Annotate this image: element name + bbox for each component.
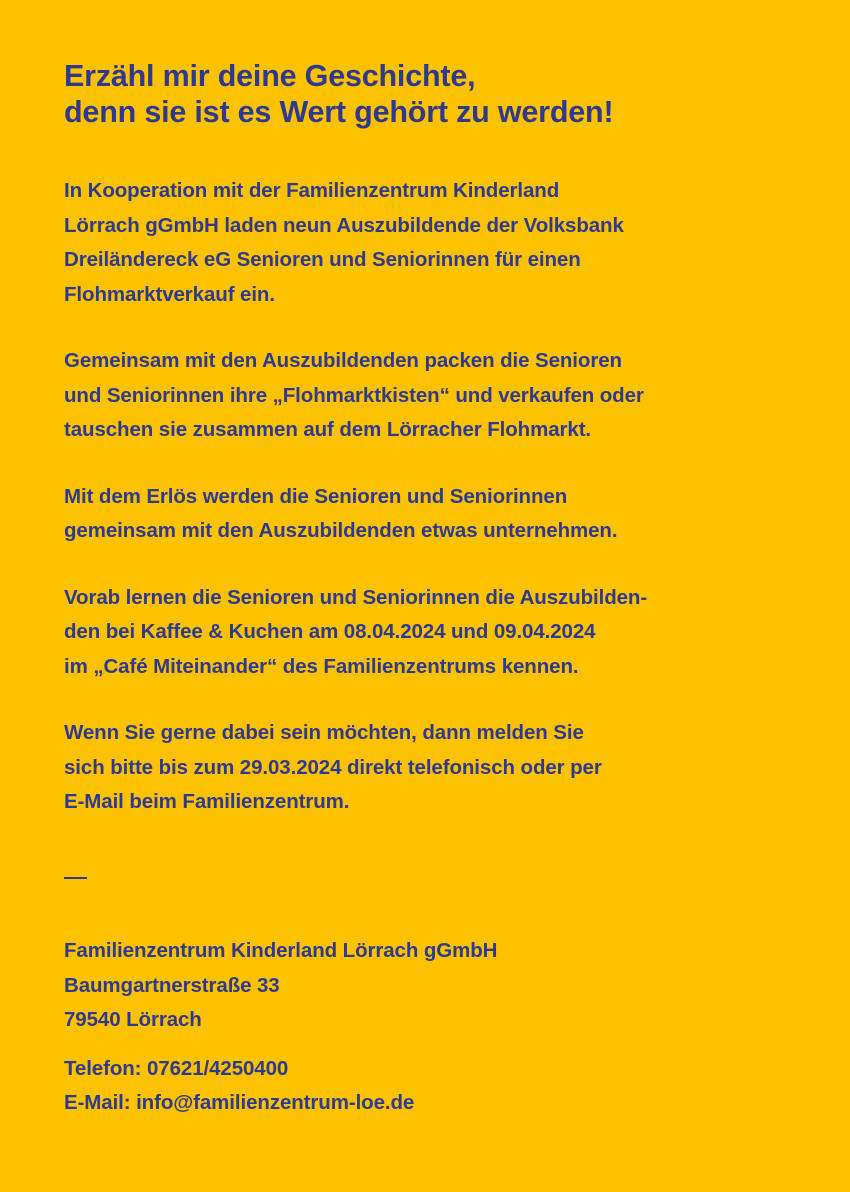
paragraph-line: Gemeinsam mit den Auszubildenden packen die Senioren [64, 349, 622, 372]
paragraph-together [64, 344, 804, 448]
address-name: Familienzentrum Kinderland Lörrach gGmbH [64, 939, 498, 962]
headline-line-2: denn sie ist es Wert gehört zu werden! [64, 95, 614, 129]
paragraph-line: den bei Kaffee & Kuchen am 08.04.2024 und 09.04.2024 [64, 620, 596, 643]
paragraph-line: Dreiländereck eG Senioren und Seniorinnen für einen [64, 248, 581, 271]
paragraph-line: sich bitte bis zum 29.03.2024 direkt telefonisch oder per [64, 755, 602, 779]
address-block [64, 934, 804, 1038]
contact-email: E-Mail: info@familienzentrum-loe.de [64, 1091, 415, 1114]
paragraph-line: E-Mail beim Familienzentrum. [64, 790, 350, 813]
paragraph-line: Lörrach gGmbH laden neun Auszubildende der Volksbank [64, 213, 624, 237]
paragraph-registration [64, 716, 804, 820]
paragraph-line: Flohmarktverkauf ein. [64, 282, 275, 306]
paragraph-line: Vorab lernen die Senioren und Seniorinnen die Auszubilden- [64, 585, 648, 609]
contact-phone: Telefon: 07621/4250400 [64, 1056, 289, 1080]
paragraph-proceeds [64, 480, 804, 549]
paragraph-line: gemeinsam mit den Auszubildenden etwas unternehmen. [64, 519, 618, 542]
paragraph-cooperation [64, 174, 804, 312]
paragraph-meeting [64, 581, 804, 685]
headline-line-1: Erzähl mir deine Geschichte, [64, 59, 476, 93]
address-street: Baumgartnerstraße 33 [64, 973, 280, 997]
headline [64, 58, 804, 130]
paragraph-line: Mit dem Erlös werden die Senioren und Seniorinnen [64, 484, 568, 508]
flyer-page [64, 58, 804, 1121]
divider-dash [64, 877, 87, 880]
address-city: 79540 Lörrach [64, 1008, 202, 1031]
paragraph-line: tauschen sie zusammen auf dem Lörracher Flohmarkt. [64, 418, 592, 441]
paragraph-line: Wenn Sie gerne dabei sein möchten, dann melden Sie [64, 721, 584, 744]
paragraph-line: In Kooperation mit der Familienzentrum Kinderland [64, 179, 560, 202]
paragraph-line: und Seniorinnen ihre „Flohmarktkisten“ und verkaufen oder [64, 383, 644, 407]
paragraph-line: im „Café Miteinander“ des Familienzentrums kennen. [64, 654, 579, 678]
contact-block [64, 1052, 804, 1121]
